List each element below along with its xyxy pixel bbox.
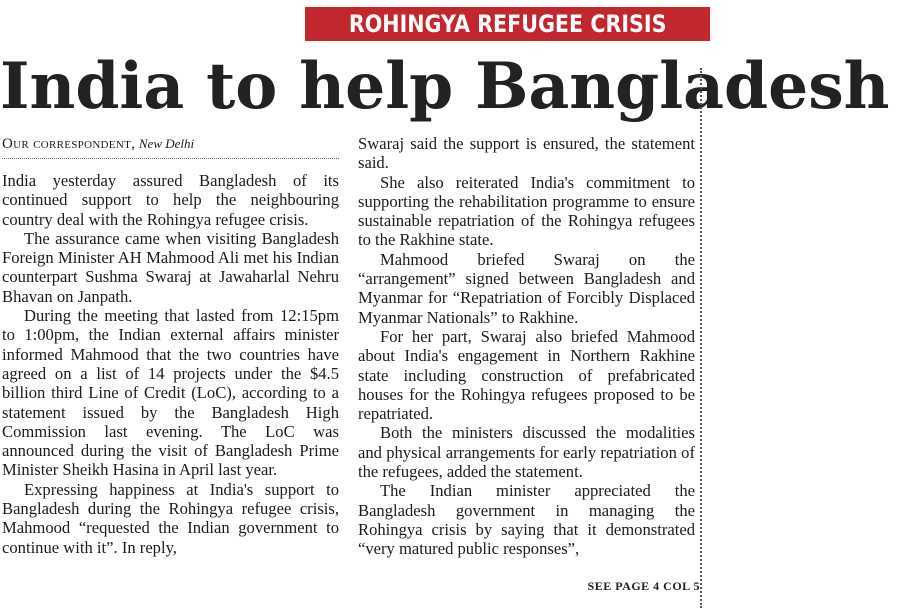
paragraph: Swaraj said the support is ensured, the statement said. [358,134,695,173]
section-banner [305,7,710,41]
paragraph: For her part, Swaraj also briefed Mahmood about India's engagement in Northern Rakhine state including construction of prefabricated houses for the Rohingya refugees proposed to be repatriated. [358,326,695,424]
byline-location: New Delhi [138,136,195,151]
continuation-note[interactable]: SEE PAGE 4 COL 5 [587,579,700,593]
paragraph: Mahmood briefed Swaraj on the “arrangement” signed between Bangladesh and Myanmar for “Repatriation of Forcibly Displaced Myanmar Nationals” to Rakhine. [358,249,695,327]
right-dotted-rule [700,68,702,608]
paragraph: India yesterday assured Bangladesh of its continued support to help the neighbouring country deal with the Rohingya refugee crisis. [2,171,339,229]
byline [2,134,339,159]
paragraph: During the meeting that lasted from 12:15pm to 1:00pm, the Indian external affairs minister informed Mahmood that the two countries have agreed on a list of 14 projects under the $4.5 billion third Line of Credit (LoC), according to a statement issued by the Bangladesh High Commission last evening. The LoC was announced during the visit of Bangladesh Prime Minister Sheikh Hasina in April last year. [2,306,339,480]
paragraph: The assurance came when visiting Bangladesh Foreign Minister AH Mahmood Ali met his Indian counterpart Sushma Swaraj at Jawaharlal Nehru Bhavan on Janpath. [2,228,339,306]
byline-author: Our correspondent, [2,136,136,152]
section-banner-label: ROHINGYA REFUGEE CRISIS [348,10,667,38]
headline-text: India to help Bangladesh [0,49,890,124]
headline [0,47,890,127]
article-column-1 [2,134,339,557]
paragraph: Both the ministers discussed the modalities and physical arrangements for early repatriation of the refugees, added the statement. [358,423,695,482]
article-column-2 [358,134,695,559]
paragraph: She also reiterated India's commitment to supporting the rehabilitation programme to ensure sustainable repatriation of the Rohingya refugees to the Rakhine state. [358,172,695,250]
paragraph: The Indian minister appreciated the Bangladesh government in managing the Rohingya crisis by saying that it demonstrated “very matured public responses”, [358,481,695,559]
paragraph: Expressing happiness at India's support to Bangladesh during the Rohingya refugee crisis, Mahmood “requested the Indian government to continue with it”. In reply, [2,479,339,557]
